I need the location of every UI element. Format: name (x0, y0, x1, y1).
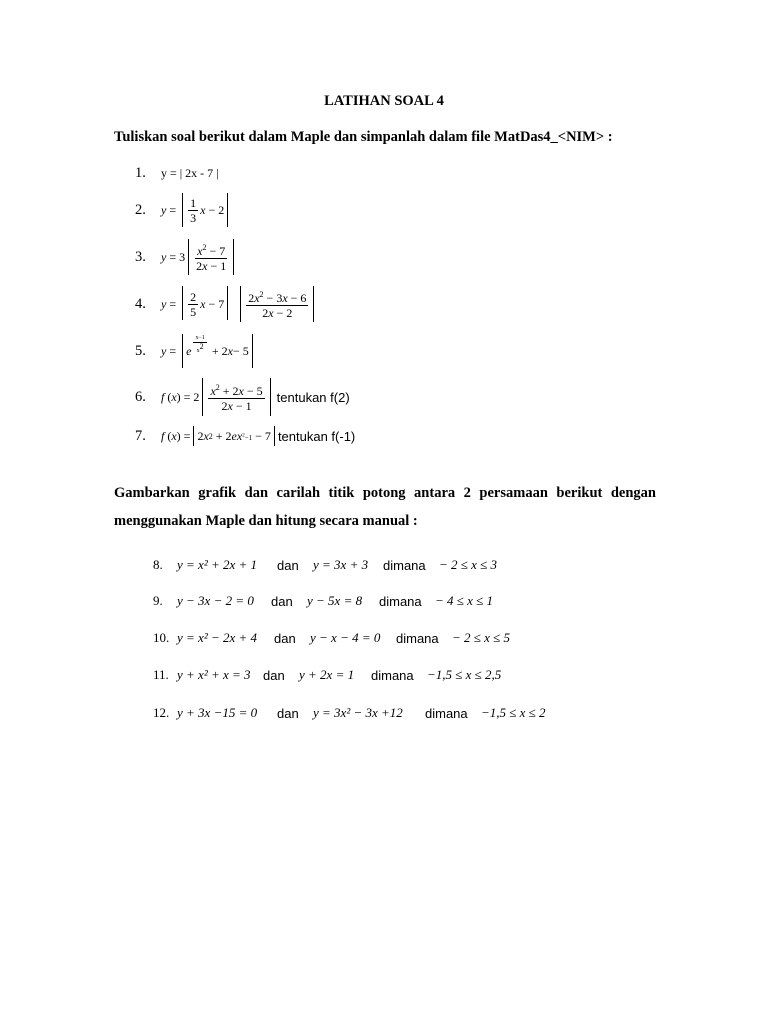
equation-1: y + 3x −15 = 0 (177, 705, 258, 720)
system-9 (153, 593, 493, 609)
problem-3-formula: y = 3 $\frac{x^2 - 7}{2x - 1}$ (161, 239, 237, 275)
instruction-text: Tuliskan soal berikut dalam Maple dan simpanlah dalam file MatDas4_<NIM> : (114, 129, 613, 145)
system-12 (153, 705, 546, 721)
problem-4 (135, 286, 317, 322)
problem-2-formula: y = $\frac{1}{3}$ x − 2 (161, 193, 231, 227)
problem-4-formula: y = $\frac{2}{5}$ x − 7 $\frac{2x^2 - 3x - 6}{2x - 2}$ (161, 286, 317, 322)
problem-6 (135, 378, 350, 416)
problem-6-formula: f ( x ) = 2 $\frac{x^2 + 2x - 5}{2x - 1}$ (161, 378, 274, 416)
equation-2: y = 3x + 3 (313, 557, 369, 572)
instruction2-line1: Gambarkan grafik dan carilah titik potong antara 2 persamaan berikut dengan (114, 485, 656, 501)
problem-5 (135, 334, 256, 368)
problem-7-task: tentukan f(-1) (277, 428, 356, 444)
where-label: dimana (425, 705, 468, 721)
instruction2-line2: menggunakan Maple dan hitung secara manual : (114, 513, 418, 529)
equation-2: y + 2x = 1 (299, 667, 355, 682)
problem-6-task: tentukan f(2) (276, 389, 350, 405)
system-number: 9. (153, 593, 163, 608)
equation-2: y − x − 4 = 0 (310, 630, 381, 645)
equation-1: y = x² − 2x + 4 (177, 630, 258, 645)
domain-range: − 2 ≤ x ≤ 3 (439, 557, 498, 572)
problem-number: 4. (135, 295, 146, 312)
system-number: 8. (153, 557, 163, 572)
equation-1: y + x² + x = 3 (177, 667, 251, 682)
page-title: LATIHAN SOAL 4 (324, 93, 444, 109)
problem-7-formula: f ( x ) = 2 x 2 + 2 e $x^2-1$ − 7 (161, 426, 278, 446)
equation-2: y − 5x = 8 (307, 593, 363, 608)
problem-7 (135, 426, 355, 446)
system-10 (153, 630, 510, 646)
conjunction: dan (277, 705, 299, 721)
where-label: dimana (371, 667, 414, 683)
equation-1: y − 3x − 2 = 0 (177, 593, 254, 608)
where-label: dimana (379, 593, 422, 609)
domain-range: −1,5 ≤ x ≤ 2,5 (427, 667, 502, 682)
problem-number: 1. (135, 165, 146, 181)
conjunction: dan (277, 557, 299, 573)
problem-3 (135, 239, 237, 275)
problem-number: 7. (135, 427, 146, 444)
system-number: 10. (153, 630, 170, 645)
conjunction: dan (263, 667, 285, 683)
problem-number: 6. (135, 388, 146, 405)
domain-range: − 2 ≤ x ≤ 5 (452, 630, 511, 645)
equation-1: y = x² + 2x + 1 (177, 557, 258, 572)
problem-2 (135, 193, 231, 227)
conjunction: dan (274, 630, 296, 646)
conjunction: dan (271, 593, 293, 609)
domain-range: − 4 ≤ x ≤ 1 (435, 593, 494, 608)
system-8 (153, 557, 497, 573)
where-label: dimana (396, 630, 439, 646)
problem-1 (135, 165, 219, 182)
problem-number: 3. (135, 248, 146, 265)
system-11 (153, 667, 501, 683)
equation-2: y = 3x² − 3x +12 (313, 705, 403, 720)
where-label: dimana (383, 557, 426, 573)
problem-number: 5. (135, 342, 146, 359)
problem-1-formula: y = | 2x - 7 | (161, 166, 219, 180)
problem-number: 2. (135, 201, 146, 218)
system-number: 11. (153, 667, 169, 682)
problem-5-formula: y = e $^{\frac{x-1}{x^2}}$ + 2 x − 5 (161, 334, 256, 368)
domain-range: −1,5 ≤ x ≤ 2 (481, 705, 546, 720)
system-number: 12. (153, 705, 170, 720)
